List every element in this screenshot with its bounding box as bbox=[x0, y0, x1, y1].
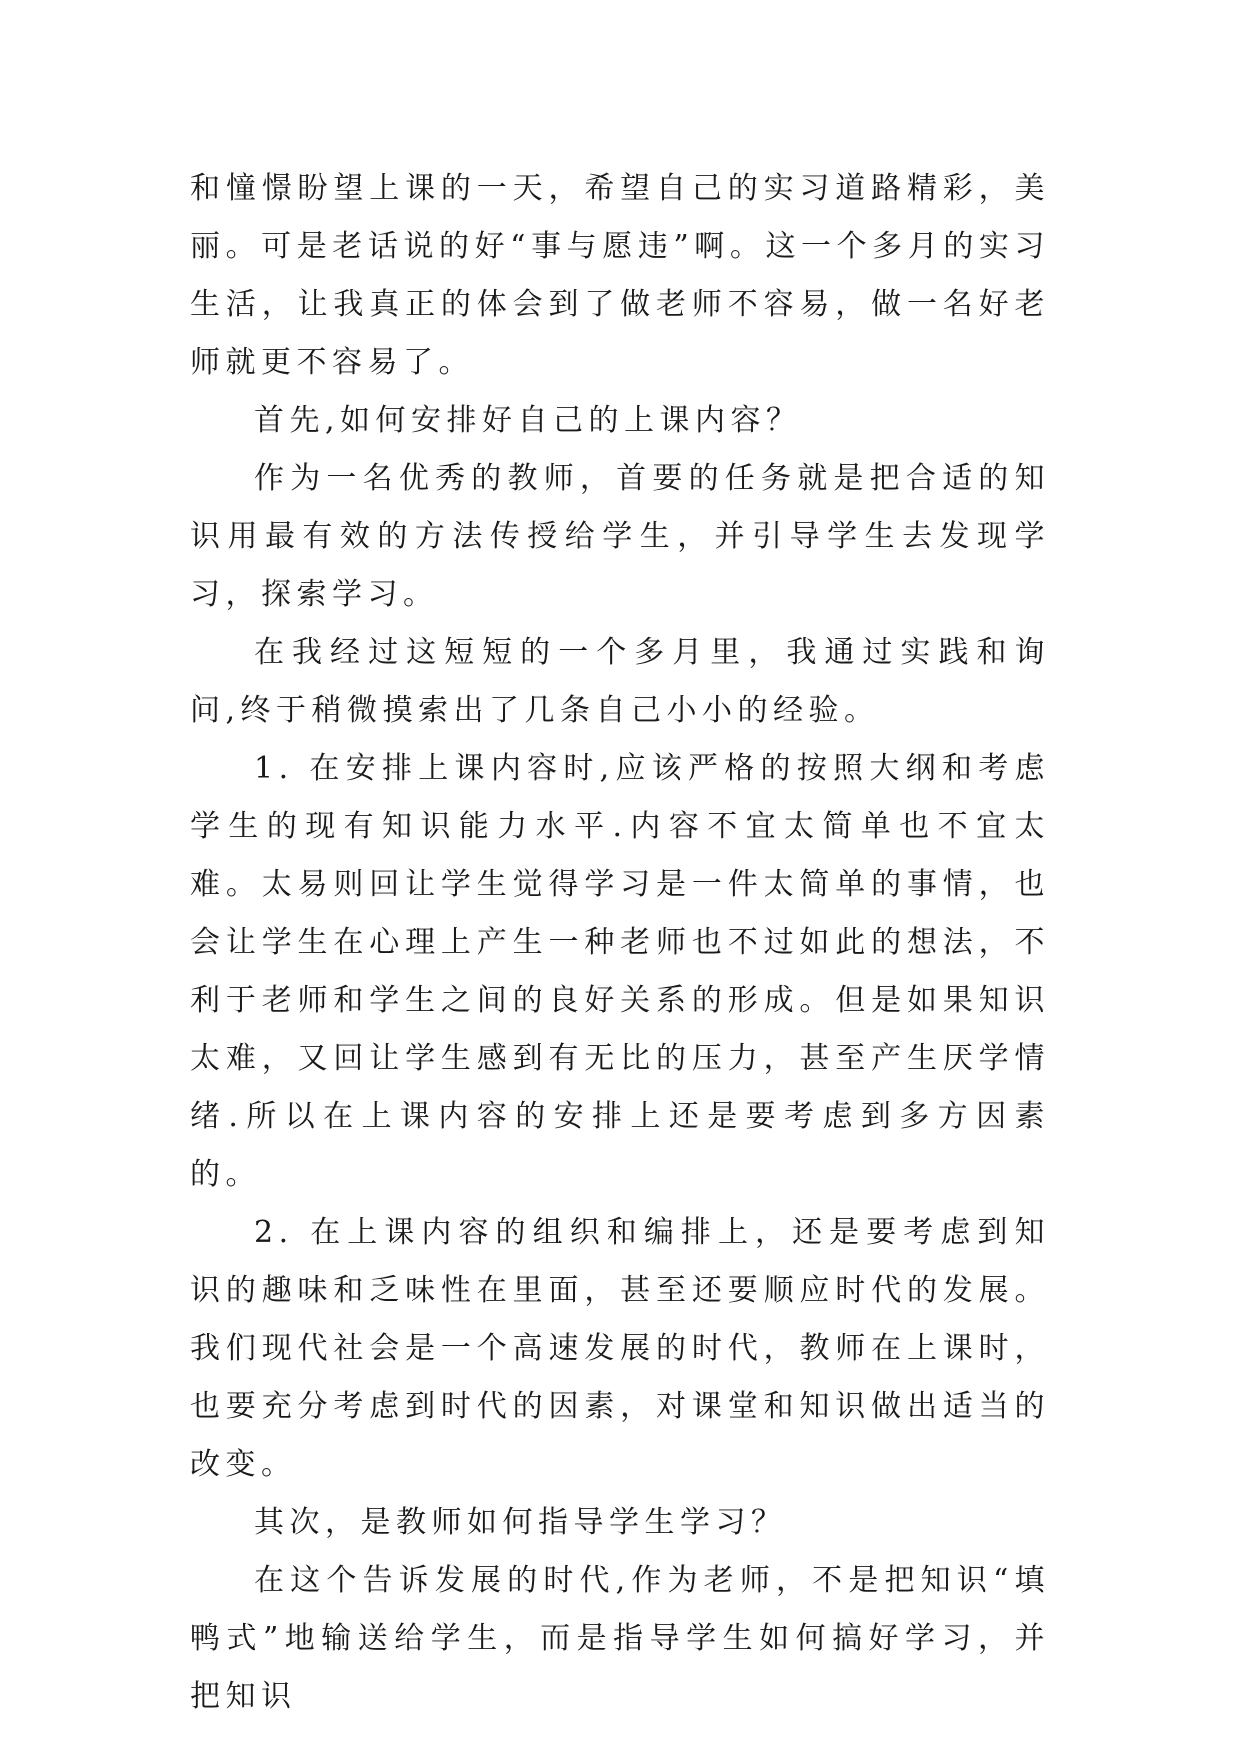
paragraph: 在这个告诉发展的时代,作为老师，不是把知识“填鸭式”地输送给学生，而是指导学生如何搞好学习，并把知识 bbox=[190, 1563, 1050, 1714]
paragraph: 2. 在上课内容的组织和编排上，还是要考虑到知识的趣味和乏味性在里面，甚至还要顺应时代的发展。我们现代社会是一个高速发展的时代，教师在上课时，也要充分考虑到时代的因素，对课堂和知识做出适当的改变。 bbox=[190, 1215, 1050, 1482]
paragraph: 1. 在安排上课内容时,应该严格的按照大纲和考虑学生的现有知识能力水平.内容不宜太简单也不宜太难。太易则回让学生觉得学习是一件太简单的事情，也会让学生在心理上产生一种老师也不过如此的想法，不利于老师和学生之间的良好关系的形成。但是如果知识太难，又回让学生感到有无比的压力，甚至产生厌学情绪.所以在上课内容的安排上还是要考虑到多方因素的。 bbox=[190, 751, 1050, 1192]
paragraph: 作为一名优秀的教师，首要的任务就是把合适的知识用最有效的方法传授给学生，并引导学生去发现学习，探索学习。 bbox=[190, 461, 1050, 612]
paragraph: 其次，是教师如何指导学生学习？ bbox=[254, 1505, 787, 1540]
paragraph: 首先,如何安排好自己的上课内容？ bbox=[254, 403, 802, 438]
document-body bbox=[190, 160, 1050, 1726]
paragraph: 和憧憬盼望上课的一天，希望自己的实习道路精彩，美丽。可是老话说的好“事与愿违”啊。这一个多月的实习生活，让我真正的体会到了做老师不容易，做一名好老师就更不容易了。 bbox=[190, 171, 1050, 380]
paragraph: 在我经过这短短的一个多月里，我通过实践和询问,终于稍微摸索出了几条自己小小的经验。 bbox=[190, 635, 1050, 728]
